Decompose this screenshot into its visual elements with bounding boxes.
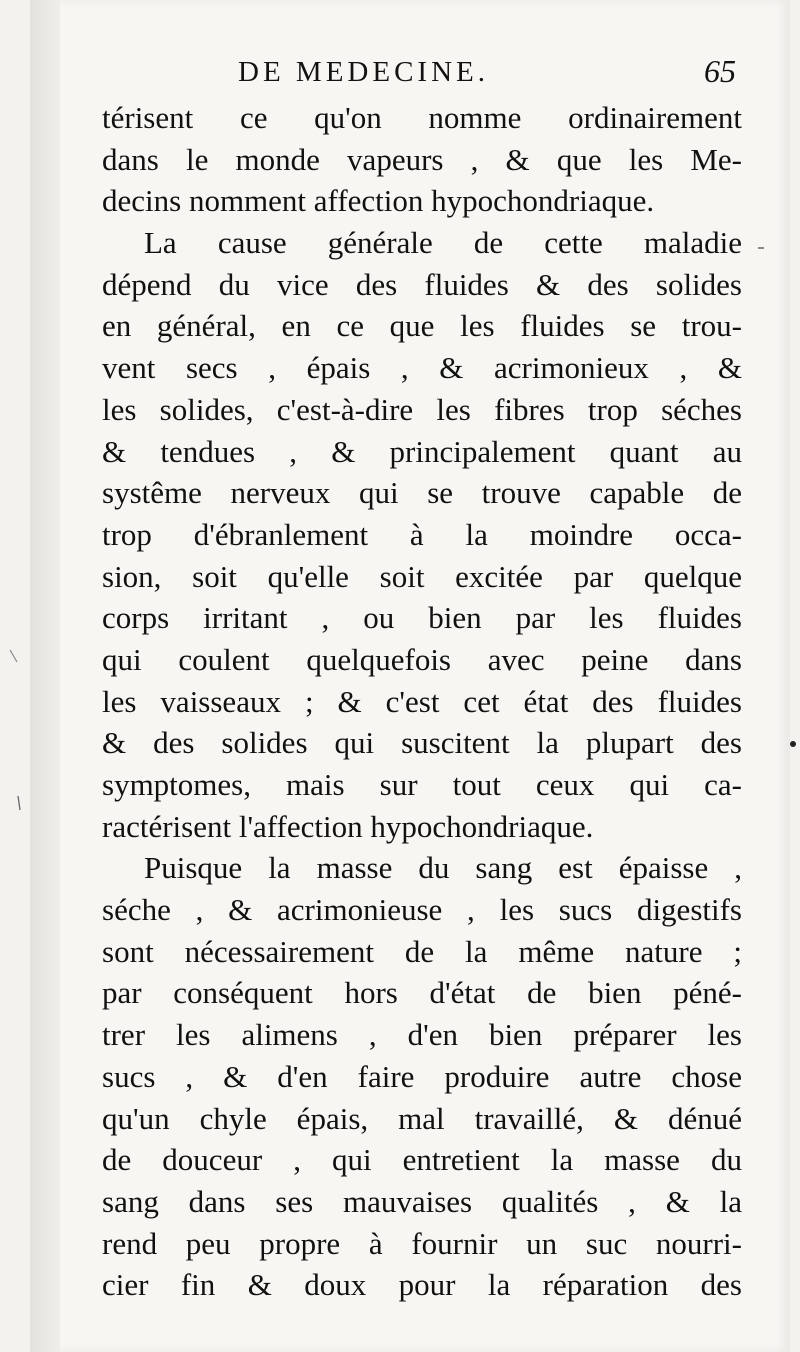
ink-dot — [790, 741, 796, 747]
book-page — [30, 0, 790, 1352]
text-line: trer les alimens , d'en bien préparer les — [102, 1017, 742, 1053]
page-number: 65 — [704, 53, 736, 89]
text-line: decins nomment affection hypochondriaque. — [102, 183, 655, 219]
text-line: de douceur , qui entretient la masse du — [102, 1142, 742, 1178]
text-line: corps irritant , ou bien par les fluides — [102, 600, 742, 636]
text-line: sucs , & d'en faire produire autre chose — [102, 1058, 742, 1094]
text-line: ractérisent l'affection hypochondriaque. — [102, 808, 594, 844]
text-line: & des solides qui suscitent la plupart des — [102, 725, 742, 761]
running-title: DE MEDECINE. — [238, 56, 489, 88]
paragraph-start-line: La cause générale de cette maladie — [144, 225, 742, 261]
text-line: qu'un chyle épais, mal travaillé, & dénué — [102, 1100, 742, 1136]
text-line: térisent ce qu'on nomme ordinairement — [102, 100, 742, 135]
text-line: en général, en ce que les fluides se trou- — [102, 308, 742, 344]
text-line: cier fin & doux pour la réparation des — [102, 1267, 742, 1303]
text-line: rend peu propre à fournir un suc nourri- — [102, 1225, 742, 1261]
margin-mark — [18, 796, 20, 810]
text-line: vent secs , épais , & acrimonieux , & — [102, 350, 742, 386]
text-line: dans le monde vapeurs , & que les Me- — [102, 141, 742, 177]
text-line: trop d'ébranlement à la moindre occa- — [102, 516, 742, 552]
text-line: séche , & acrimonieuse , les sucs digestifs — [102, 892, 742, 928]
text-line: sion, soit qu'elle soit excitée par quelque — [102, 558, 742, 594]
text-line: qui coulent quelquefois avec peine dans — [102, 641, 742, 677]
paragraph-start-line: Puisque la masse du sang est épaisse , — [144, 850, 742, 886]
body-text — [102, 97, 742, 1306]
page-binding-shadow — [30, 0, 60, 1352]
running-head — [220, 50, 760, 90]
text-line: symptomes, mais sur tout ceux qui ca- — [102, 767, 742, 802]
text-line: systême nerveux qui se trouve capable de — [102, 475, 742, 511]
text-line: dépend du vice des fluides & des solides — [102, 266, 742, 302]
text-line: sont nécessairement de la même nature ; — [102, 933, 742, 969]
text-line: les solides, c'est-à-dire les fibres trop séches — [102, 391, 742, 427]
margin-mark — [10, 650, 17, 662]
text-line: les vaisseaux ; & c'est cet état des fluides — [102, 683, 742, 719]
text-line: par conséquent hors d'état de bien péné- — [102, 975, 742, 1011]
text-line: & tendues , & principalement quant au — [102, 433, 742, 469]
text-line: sang dans ses mauvaises qualités , & la — [102, 1183, 742, 1219]
